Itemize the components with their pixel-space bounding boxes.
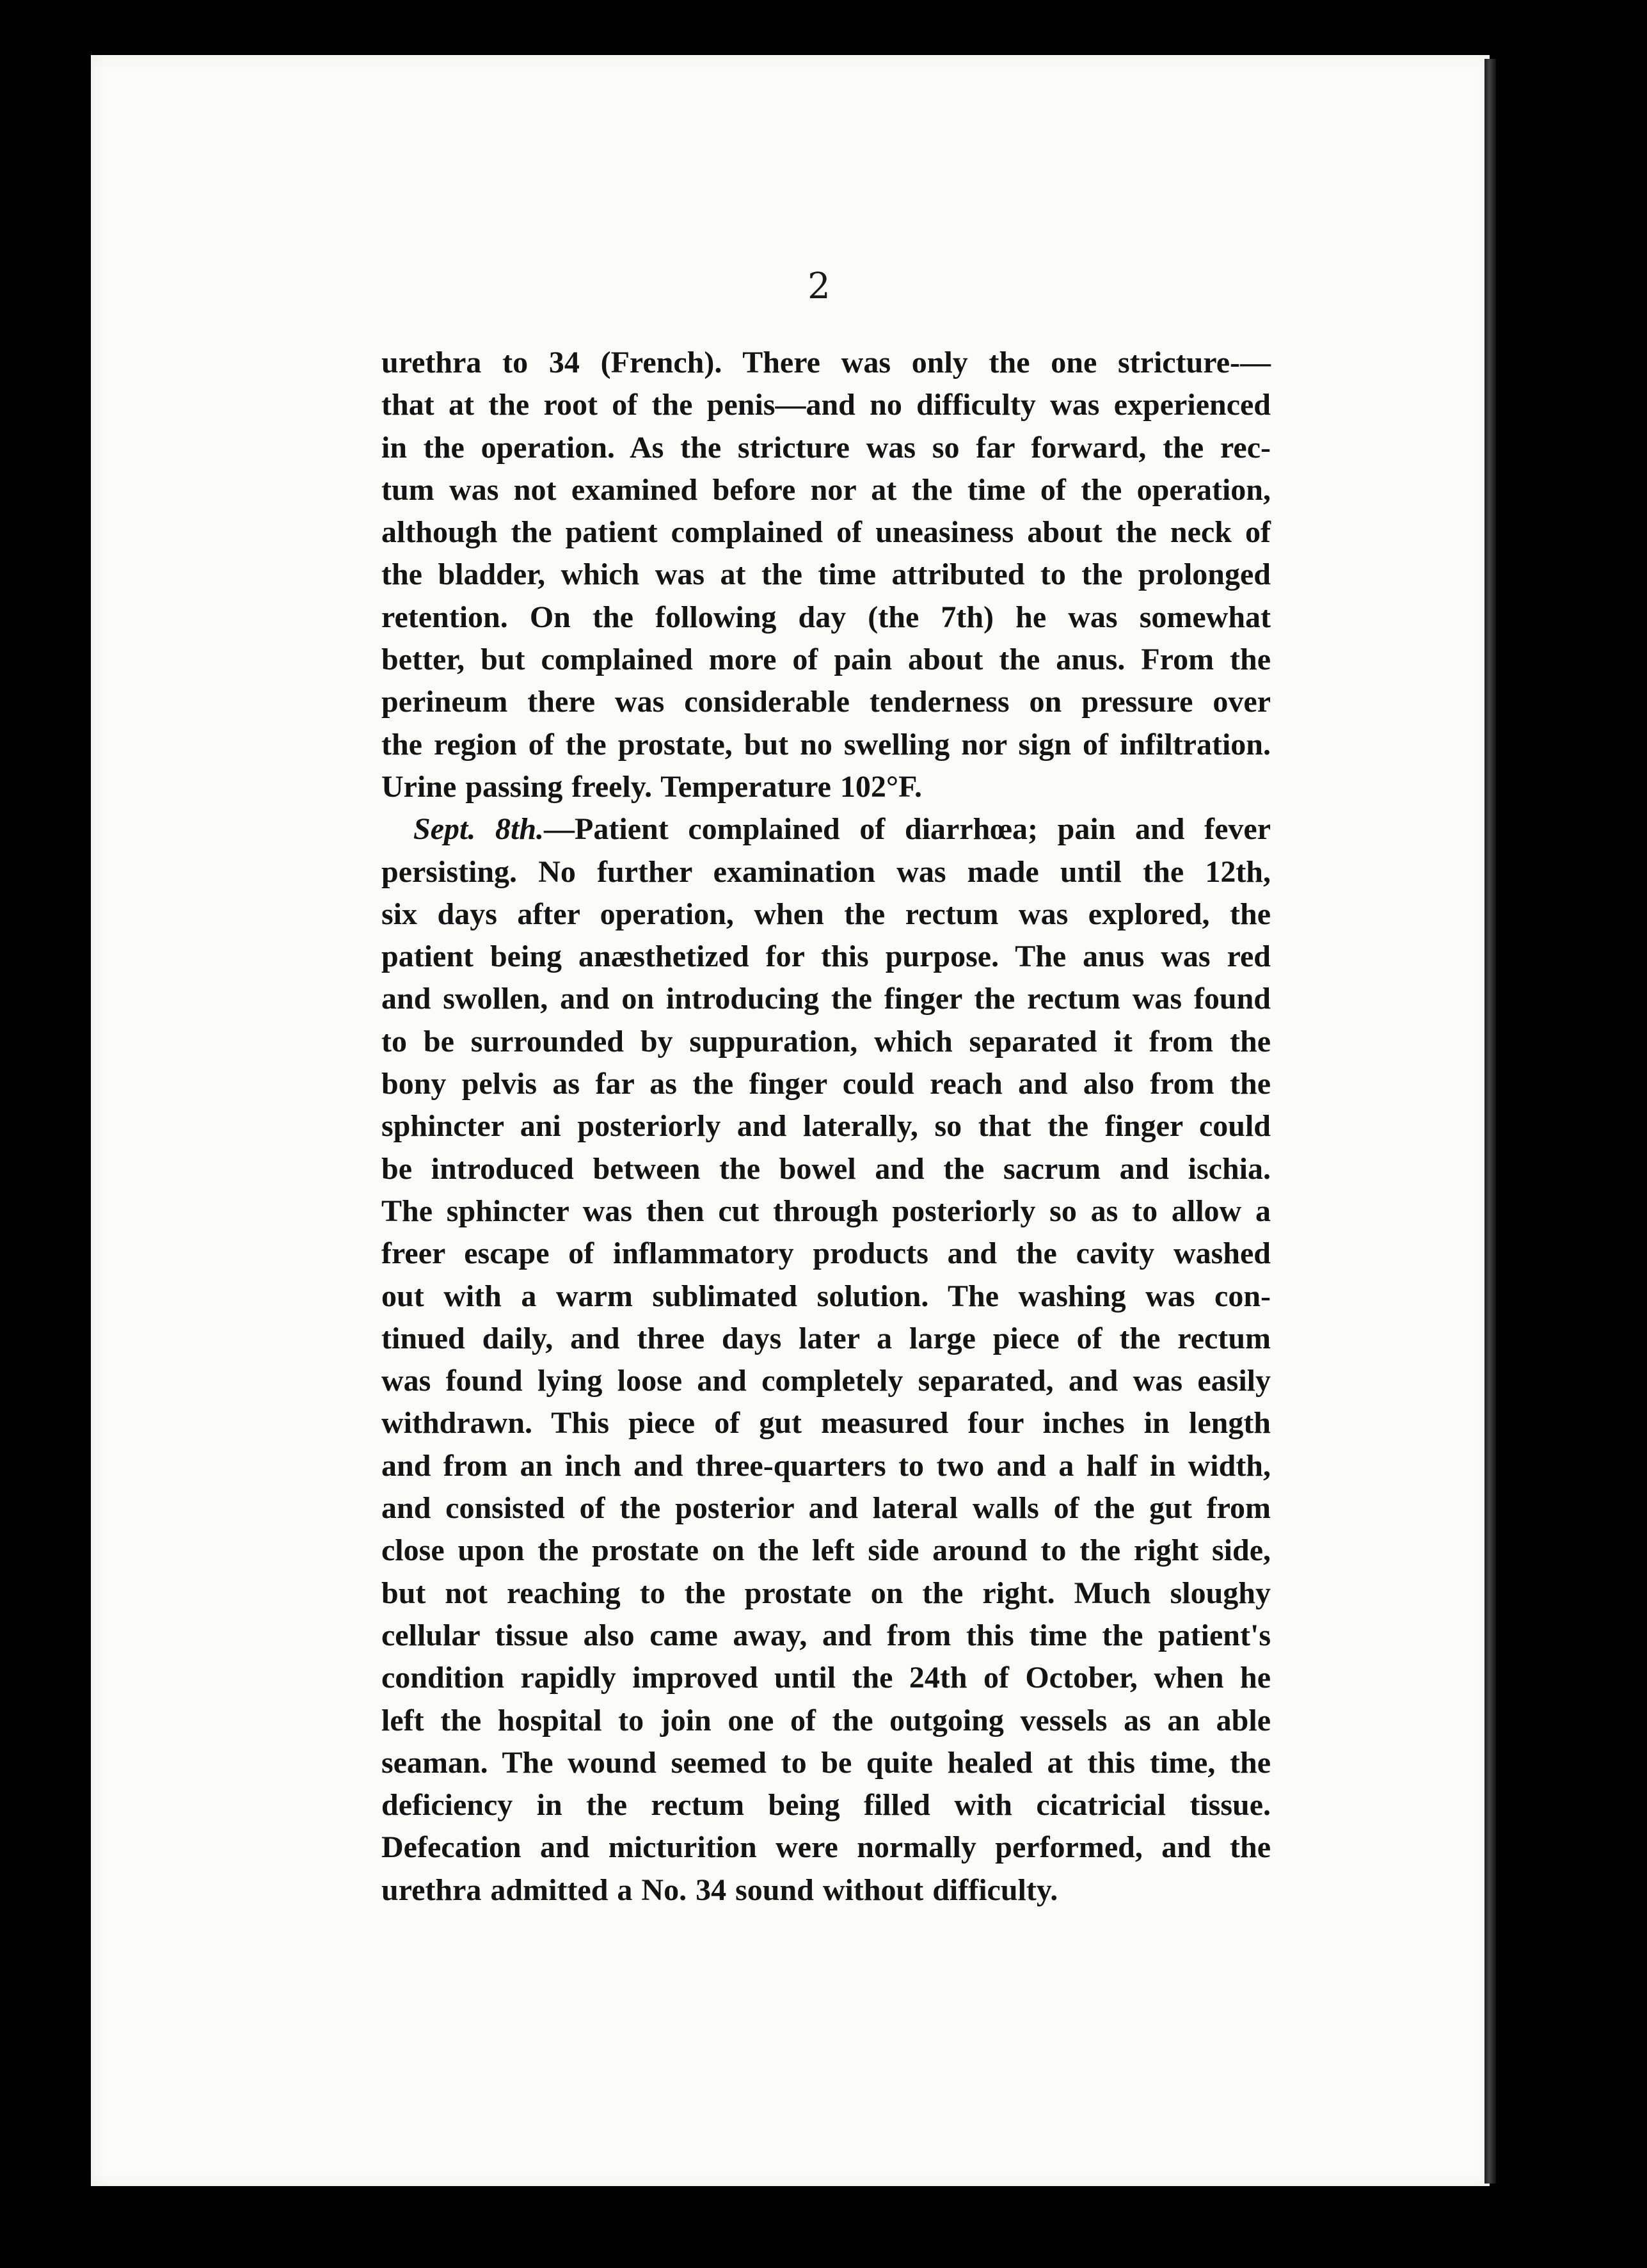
text-line: that at the root of the penis—and no difficulty was experienced xyxy=(381,388,1271,422)
text-line: be introduced between the bowel and the sacrum and ischia. xyxy=(381,1151,1271,1186)
text-line: The sphincter was then cut through posteriorly so as to allow a xyxy=(381,1194,1271,1228)
text-line: the region of the prostate, but no swelling nor sign of infiltration. xyxy=(381,727,1271,762)
text-line: close upon the prostate on the left side around to the right side, xyxy=(381,1533,1271,1568)
text-line: to be surrounded by suppuration, which separated it from the xyxy=(381,1024,1271,1058)
text-line: was found lying loose and completely separated, and was easily xyxy=(381,1364,1271,1398)
text-line: condition rapidly improved until the 24th of October, when he xyxy=(381,1661,1271,1695)
text-line: although the patient complained of uneasiness about the neck of xyxy=(381,515,1271,550)
text-line: cellular tissue also came away, and from this time the patient's xyxy=(381,1618,1271,1652)
text-line: tum was not examined before nor at the time of the operation, xyxy=(381,472,1271,507)
text-line: persisting. No further examination was made until the 12th, xyxy=(381,854,1271,889)
text-line: Defecation and micturition were normally performed, and the xyxy=(381,1830,1271,1865)
text-line: in the operation. As the stricture was so far forward, the rec- xyxy=(381,430,1271,465)
text-line: urethra admitted a No. 34 sound without difficulty. xyxy=(381,1873,1058,1907)
text-line: out with a warm sublimated solution. The washing was con- xyxy=(381,1279,1271,1313)
text-line: and consisted of the posterior and lateral walls of the gut from xyxy=(381,1491,1271,1526)
page-number: 2 xyxy=(808,266,831,307)
text-line: freer escape of inflammatory products and the cavity washed xyxy=(381,1236,1271,1271)
paragraph-2 xyxy=(381,808,1271,1912)
paragraph-2-first-line xyxy=(381,808,1271,850)
text-line: tinued daily, and three days later a large piece of the rectum xyxy=(381,1321,1271,1355)
text-line: left the hospital to join one of the outgoing vessels as an able xyxy=(381,1703,1271,1737)
text-line: and from an inch and three-quarters to two and a half in width, xyxy=(381,1448,1271,1483)
text-line: and swollen, and on introducing the finger the rectum was found xyxy=(381,982,1271,1016)
text-fragment: —Patient complained of diarrhœa; pain and fever xyxy=(544,812,1271,847)
text-line: the bladder, which was at the time attributed to the prolonged xyxy=(381,557,1271,592)
text-line: patient being anæsthetized for this purpose. The anus was red xyxy=(381,939,1271,974)
text-line: urethra to 34 (French). There was only the one stricture-— xyxy=(381,346,1271,379)
text-line: six days after operation, when the rectum was explored, the xyxy=(381,897,1271,931)
text-line: Urine passing freely. Temperature 102°F. xyxy=(381,769,922,804)
text-line: better, but complained more of pain about the anus. From the xyxy=(381,643,1271,677)
text-line: deficiency in the rectum being filled with cicatricial tissue. xyxy=(381,1788,1271,1823)
text-line: sphincter ani posteriorly and laterally, so that the finger could xyxy=(381,1109,1271,1144)
entry-date: Sept. 8th. xyxy=(413,812,545,847)
text-line: bony pelvis as far as the finger could reach and also from the xyxy=(381,1067,1271,1101)
text-line: perineum there was considerable tenderness on pressure over xyxy=(381,685,1271,719)
text-line: seaman. The wound seemed to be quite healed at this time, the xyxy=(381,1745,1271,1780)
text-line: but not reaching to the prostate on the right. Much sloughy xyxy=(381,1576,1271,1610)
paragraph-1 xyxy=(381,342,1271,808)
text-line: withdrawn. This piece of gut measured four inches in length xyxy=(381,1406,1271,1441)
body-text xyxy=(381,342,1271,1912)
adjacent-page-edge xyxy=(1484,59,1496,2184)
text-line: retention. On the following day (the 7th) he was somewhat xyxy=(381,600,1271,634)
